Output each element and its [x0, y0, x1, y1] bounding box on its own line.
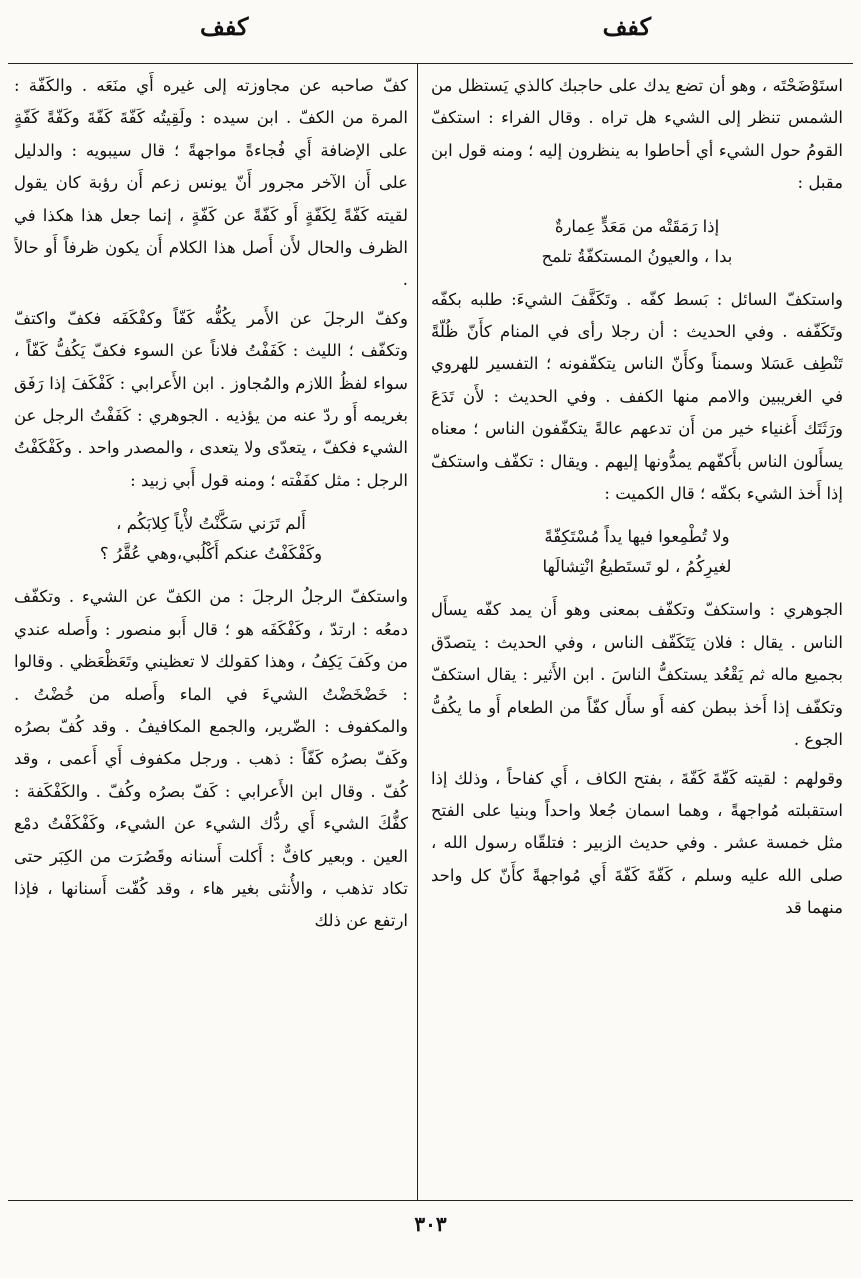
header-word-left: كفف: [200, 12, 249, 41]
verse-line: ولا تُطْمِعوا فيها يداً مُسْتَكِفّةً: [544, 527, 730, 547]
header-word-right: كفف: [602, 12, 651, 41]
verse-line: وكَفْكَفْتُ عنكم أَكْلُبي،وهي عُقَّرُ ؟: [99, 544, 323, 564]
paragraph: واستكفّ السائل : بَسط كفّه . وتَكَفَّفَ الشيءَ: طلبه بكفّه وتَكَفّفه . وفي الحديث : أن رجلا رأى في المنام كأَنّ ظُلّةً تَنْطِف عَسَلا وسمناً وكأَنّ الناس يتكفّفونه ؛ التفسير للهروي في الغريبين والامم منها الكفف . وفي الحديث : لأَن تَدَعَ ورَثَتَك أَغنياء خير من أَن تدعهم عالةً يتكفّفون الناس ؛ معناه يسأَلون الناس بأَكفّهم يمدُّونها إليهم . ويقال : تكفّف واستكفّ إذا أَخذ الشيء بكفّه ؛ قال الكميت :: [431, 289, 843, 504]
paragraph: واستكفّ الرجلُ الرجلَ : من الكفّ عن الشيء . وتكفّف دمعُه : ارتدّ ، وكَفْكَفَه هو ؛ قال أَبو منصور : وأَصله عندي من وكَفَ يَكِفُ ، وهذا كقولك لا تعظيني وتَعَظْعَظي . وقالوا : خَضْخَضْتُ الشيءَ في الماء وأَصله من خُضْتُ . والمكفوف : الضّرير، والجمع المكافيفُ . وقد كُفّ بصرُه وكَفّ بصرُه كَفّاً : ذهب . ورجل مكفوف أَي أَعمى ، وقد كُفّ . وقال ابن الأَعرابي : كَفّ بصرُه وكُفّ . والكَفْكَفة : كفُّكَ الشيء أَي ردُّك الشيء عن الشيء، وكَفْكَفْتُ دمْع العين . وبعير كافٌّ : أَكلت أَسنانه وقَصُرَت من الكِبَر حتى تكاد تذهب ، والأُنثى بغير هاء ، وقد كُفّت أَسنانها ، فإذا ارتفع عن ذلك: [14, 587, 408, 931]
verse-line: إذا رَمَقَتْه من مَعَدٍّ عِمارةٌ: [554, 216, 720, 236]
paragraph: استَوْضَحْتَه ، وهو أن تضع يدك على حاجبك كالذي يَستظل من الشمس تنظر إلى الشيء هل تراه . وقال الفراء : استكفّ القومُ حول الشيء أي أحاطوا به ينظرون إليه ؛ ومنه قول ابن مقبل :: [431, 76, 843, 193]
verse-line: بدا ، والعيونُ المستكفّةُ تلمح: [541, 246, 733, 266]
verse: [14, 509, 408, 569]
paragraph: الجوهري : واستكفّ وتكفّف بمعنى وهو أَن يمد كفّه يسأَل الناس . يقال : فلان يَتَكَفّف الناس ، وفي الحديث : يتصدّق بجميع ماله ثم يَقْعُد يستكفُّ الناسَ . ابن الأَثير : يقال استكفّ وتكفّف إذا أَخذ ببطن كفه أَو سأَل كفّاً من الطعام أَو ما يكُفُّ الجوع .: [431, 600, 843, 750]
verse-line: أَلم تَرَني سَكَّنْتُ لأْياً كِلابَكُم ،: [116, 514, 306, 534]
verse: [431, 212, 843, 272]
verse-line: لغيرِكُمُ ، لو تَستَطيعُ انْتِشالَها: [542, 557, 732, 577]
paragraph: وكفّ الرجلَ عن الأَمر يكُفُّه كَفّاً وكفْكَفَه فكفّ واكتفّ وتكفّف ؛ الليث : كَفَفْتُ فلاناً عن السوء فكفّ يَكُفُّ كَفّاً ، سواء لفظُ اللازم والمُجاوز . ابن الأَعرابي : كَفْكَفَ إذا رَفَق بغريمه أَو ردّ عنه من يؤذيه . الجوهري : كَفَفْتُ الرجل عن الشيء فكفّ ، يتعدّى ولا يتعدى ، والمصدر واحد . وكَفْكَفْتُ الرجل : مثل كفَفْته ؛ ومنه قول أَبي زبيد :: [14, 308, 408, 490]
page-header: [0, 12, 861, 50]
paragraph: كفّ صاحبه عن مجاوزته إلى غيره أَي منَعَه . والكَفّة : المرة من الكفّ . ابن سيده : ولَقِيتُه كَفّةَ كَفّةَ وكَفّةً كَفّةٍ على الإضافة أَي فُجاءةً مواجهةً ؛ قال سيبويه : والدليل على أَن الآخر مجرور أَنّ يونس زعم أَن رؤبة كان يقول لقيته كَفّةً لِكَفّةٍ أَو كَفّةً عن كَفّةٍ ، إنما جعل هذا هكذا في الظرف والحال لأَن أَصل هذا الكلام أَن يكون ظرفاً أَو حالاً .: [14, 76, 408, 290]
verse: [431, 522, 843, 582]
paragraph: وقولهم : لقيته كَفّةَ كَفّةَ ، بفتح الكاف ، أَي كفاحاً ، وذلك إذا استقبلته مُواجهةً ، وهما اسمان جُعلا واحداً وبنيا على الفتح مثل خمسة عشر . وفي حديث الزبير : فتلقّاه رسول الله ، صلى الله عليه وسلم ، كَفّةَ كَفّةَ أَي مُواجهةً كأَنّ كل واحد منهما قد: [431, 768, 843, 918]
bottom-rule: [8, 1200, 853, 1201]
page-number: ٣٠٣: [414, 1212, 447, 1236]
left-column: [14, 70, 408, 1198]
column-divider: [417, 64, 418, 1200]
right-column: [431, 70, 843, 1198]
top-rule: [8, 63, 853, 64]
